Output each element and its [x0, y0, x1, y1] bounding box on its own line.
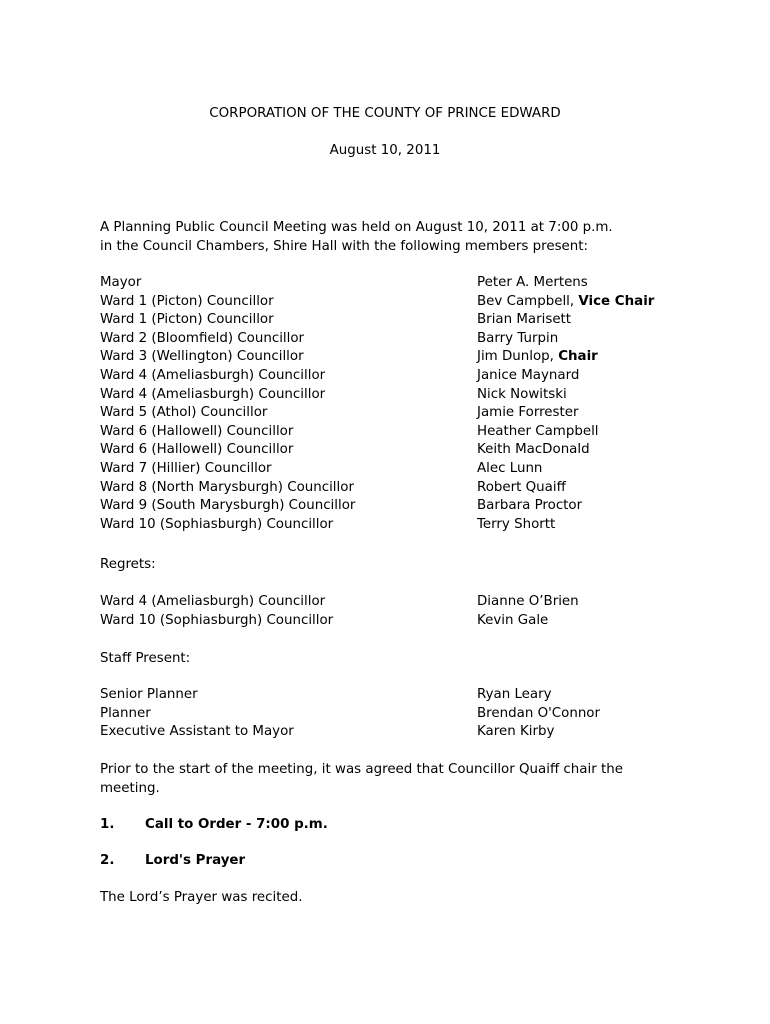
member-name: Janice Maynard	[477, 367, 580, 383]
member-name: Barry Turpin	[477, 330, 559, 346]
member-role: Ward 5 (Athol) Councillor	[100, 405, 268, 421]
member-row	[100, 386, 700, 405]
member-title: Vice Chair	[578, 293, 655, 309]
staff-heading: Staff Present:	[100, 651, 191, 666]
section-title: Lord's Prayer	[145, 853, 246, 868]
section-number: 1.	[100, 817, 115, 832]
intro-line: in the Council Chambers, Shire Hall with the following members present:	[100, 238, 589, 254]
section-number: 2.	[100, 853, 115, 868]
member-role: Ward 1 (Picton) Councillor	[100, 312, 274, 328]
staff-role: Executive Assistant to Mayor	[100, 724, 294, 740]
member-role: Ward 6 (Hallowell) Councillor	[100, 423, 294, 439]
member-name: Terry Shortt	[477, 516, 556, 532]
regrets-list	[100, 593, 700, 630]
note-line: Prior to the start of the meeting, it was agreed that Councillor Quaiff chair the	[100, 762, 623, 777]
member-name: Nick Nowitski	[477, 386, 567, 402]
staff-role: Planner	[100, 705, 151, 721]
member-role: Ward 1 (Picton) Councillor	[100, 293, 274, 309]
member-row	[100, 274, 700, 293]
member-row	[100, 330, 700, 349]
prayer-text: The Lord’s Prayer was recited.	[100, 890, 303, 905]
member-role: Ward 10 (Sophiasburgh) Councillor	[100, 516, 334, 532]
staff-name: Karen Kirby	[477, 724, 555, 740]
chair-note-paragraph	[100, 761, 700, 798]
member-name: Barbara Proctor	[477, 498, 583, 514]
member-role: Ward 7 (Hillier) Councillor	[100, 460, 272, 476]
member-row	[100, 460, 700, 479]
member-row	[100, 293, 700, 312]
member-role: Ward 8 (North Marysburgh) Councillor	[100, 479, 354, 495]
member-role: Ward 9 (South Marysburgh) Councillor	[100, 498, 356, 514]
member-row	[100, 348, 700, 367]
member-name: Bev Campbell, Vice Chair	[477, 293, 655, 309]
member-name: Brian Marisett	[477, 312, 572, 328]
regrets-role: Ward 4 (Ameliasburgh) Councillor	[100, 594, 326, 609]
regrets-row	[100, 612, 700, 631]
member-row	[100, 423, 700, 442]
regrets-heading: Regrets:	[100, 557, 156, 572]
regrets-name: Dianne O’Brien	[477, 594, 579, 609]
meeting-date: August 10, 2011	[329, 143, 441, 158]
member-name: Heather Campbell	[477, 423, 599, 439]
document-title: CORPORATION OF THE COUNTY OF PRINCE EDWARD	[209, 106, 561, 121]
regrets-name: Kevin Gale	[477, 612, 549, 628]
note-line: meeting.	[100, 780, 160, 796]
member-role: Mayor	[100, 275, 142, 290]
section-title: Call to Order - 7:00 p.m.	[145, 817, 328, 832]
intro-line: A Planning Public Council Meeting was held on August 10, 2011 at 7:00 p.m.	[100, 220, 613, 235]
regrets-row	[100, 593, 700, 612]
member-row	[100, 497, 700, 516]
member-title: Chair	[558, 349, 598, 365]
member-role: Ward 2 (Bloomfield) Councillor	[100, 330, 305, 346]
staff-row	[100, 705, 700, 724]
member-row	[100, 479, 700, 498]
member-name: Peter A. Mertens	[477, 275, 588, 290]
staff-name: Brendan O'Connor	[477, 705, 601, 721]
staff-list	[100, 686, 700, 742]
member-row	[100, 311, 700, 330]
staff-row	[100, 723, 700, 742]
member-row	[100, 441, 700, 460]
member-role: Ward 4 (Ameliasburgh) Councillor	[100, 386, 326, 402]
member-row	[100, 367, 700, 386]
member-name: Robert Quaiff	[477, 479, 566, 495]
member-role: Ward 6 (Hallowell) Councillor	[100, 442, 294, 458]
member-row	[100, 516, 700, 535]
intro-paragraph	[100, 219, 700, 256]
member-name: Alec Lunn	[477, 460, 543, 476]
staff-row	[100, 686, 700, 705]
member-row	[100, 404, 700, 423]
member-name: Keith MacDonald	[477, 442, 590, 458]
member-name: Jamie Forrester	[477, 405, 579, 421]
staff-role: Senior Planner	[100, 687, 198, 702]
members-present-list	[100, 274, 700, 534]
staff-name: Ryan Leary	[477, 687, 552, 702]
member-role: Ward 3 (Wellington) Councillor	[100, 349, 304, 365]
regrets-role: Ward 10 (Sophiasburgh) Councillor	[100, 612, 334, 628]
member-name: Jim Dunlop, Chair	[477, 349, 598, 365]
member-role: Ward 4 (Ameliasburgh) Councillor	[100, 367, 326, 383]
